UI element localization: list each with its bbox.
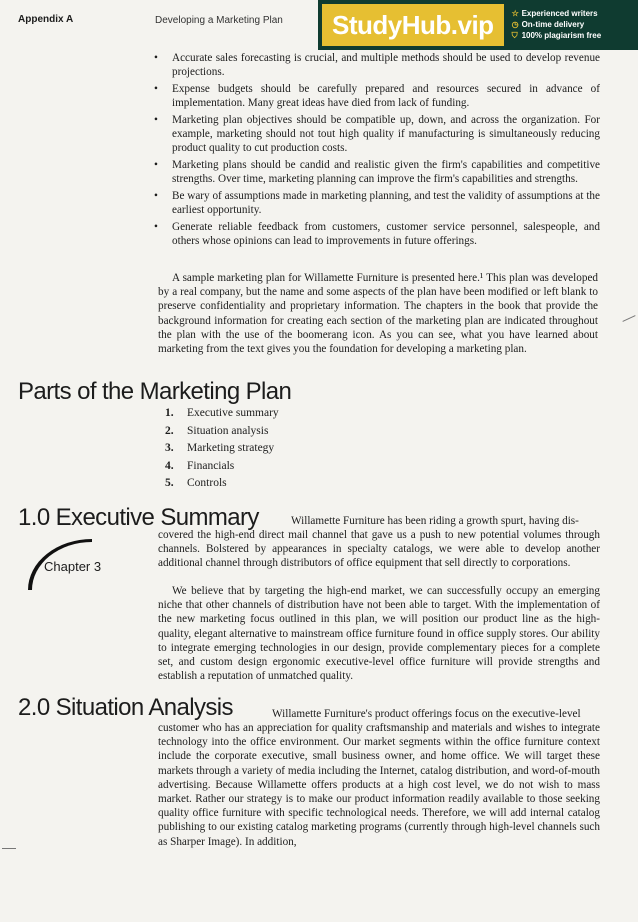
list-item: 5. Controls bbox=[165, 477, 227, 489]
shield-icon: ⛉ bbox=[511, 31, 518, 40]
list-item: • Marketing plan objectives should be compatible up, down, and across the organization. For example, marketing should not tout high quality if manufacturing is simultaneously reducing product quality to cut production costs. bbox=[152, 113, 600, 156]
running-title: Developing a Marketing Plan bbox=[155, 15, 283, 26]
clock-icon: ◷ bbox=[511, 20, 519, 29]
badge-list bbox=[512, 9, 602, 41]
chapter-label: Chapter 3 bbox=[44, 559, 102, 574]
badge-on-time: ◷ On-time delivery bbox=[511, 20, 585, 29]
parts-list bbox=[165, 405, 279, 493]
list-item: • Accurate sales forecasting is crucial, and multiple methods should be used to develop revenue projections. bbox=[152, 51, 600, 79]
executive-summary-heading: 1.0 Executive Summary bbox=[18, 504, 259, 531]
parts-heading: Parts of the Marketing Plan bbox=[18, 378, 292, 405]
list-item: • Generate reliable feedback from customers, customer service personnel, salespeople, and others whose opinions can lead to improvements in future offerings. bbox=[152, 220, 600, 248]
list-item: 2. Situation analysis bbox=[165, 424, 269, 437]
margin-mark bbox=[622, 315, 635, 322]
badge-experienced: ☆ Experienced writers bbox=[511, 9, 598, 18]
list-item: • Be wary of assumptions made in marketing planning, and test the validity of assumptions at the earliest opportunity. bbox=[152, 189, 600, 217]
list-item: • Marketing plans should be candid and realistic given the firm's capabilities and competitive strengths. Over time, marketing planning can improve the firm's capabilities and strengths. bbox=[152, 158, 600, 186]
appendix-label: Appendix A bbox=[18, 14, 74, 25]
margin-mark bbox=[2, 848, 16, 849]
list-item: • Expense budgets should be carefully prepared and resources secured in advance of implementation. Many great ideas have died from lack of funding. bbox=[152, 82, 600, 110]
watermark-banner[interactable] bbox=[318, 0, 638, 50]
situation-analysis-heading: 2.0 Situation Analysis bbox=[18, 694, 233, 721]
list-item: 1. Executive summary bbox=[165, 407, 279, 419]
studyhub-logo: StudyHub.vip bbox=[322, 4, 504, 46]
situation-analysis-lead: Willamette Furniture's product offerings focus on the executive-level bbox=[272, 708, 581, 720]
executive-summary-lead: Willamette Furniture has been riding a growth spurt, having dis- bbox=[291, 515, 579, 527]
executive-summary-p1: covered the high-end direct mail channel that gave us a push to new potential volumes through channels. Bolstered by appearances in specialty catalogs, we were able to develop another additional channel through distributors of office equipment that sell directly to corporations. bbox=[158, 529, 600, 570]
badge-plagiarism: ⛉ 100% plagiarism free bbox=[511, 31, 602, 40]
star-icon: ☆ bbox=[511, 9, 519, 18]
chapter-reference[interactable] bbox=[28, 539, 128, 587]
intro-paragraph: A sample marketing plan for Willamette Furniture is presented here.¹ This plan was developed by a real company, but the name and some aspects of the plan have been modified or left blank to preserve confidentiality and proprietary information. The chapters in the book that provide the background information for creating each section of the marketing plan are indicated throughout the plan with the use of the boomerang icon. As you can see, what you have learned about marketing from the text gives you the foundation for developing a marketing plan. bbox=[158, 272, 598, 356]
executive-summary-p2: We believe that by targeting the high-end market, we can successfully occupy an emerging niche that other channels of distribution have not been able to target. With the implementation of the new marketing focus outlined in this plan, we will position our product line as the high-quality, elegant alternative to mainstream office furniture found in office supply stores. Our ability to integrate emerging technologies in our design, provide complementary pieces for a complete set, and custom design ergonomic executive-level office furniture will provide strengths and establish a reputation of unmatched quality. bbox=[158, 585, 600, 683]
list-item: 4. Financials bbox=[165, 459, 235, 472]
list-item: 3. Marketing strategy bbox=[165, 442, 275, 454]
situation-analysis-body: customer who has an appreciation for quality craftsmanship and materials and wishes to integrate technology into the office environment. Our market segments within the office furniture context include the corporate executive, small business owner, and home office. We will target these markets through a variety of media including the Internet, catalog distribution, and word-of-mouth advertising. Because Willamette offers products at a high cost level, we do not wish to mass market. Rather our strategy is to make our product information readily available to those seeking quality office furniture with specific technological needs. Therefore, we will add internal catalog publishing to our existing catalog marketing programs (currently through high-level channels such as Sharper Image). In addition, bbox=[158, 722, 600, 848]
guideline-list bbox=[152, 51, 600, 251]
